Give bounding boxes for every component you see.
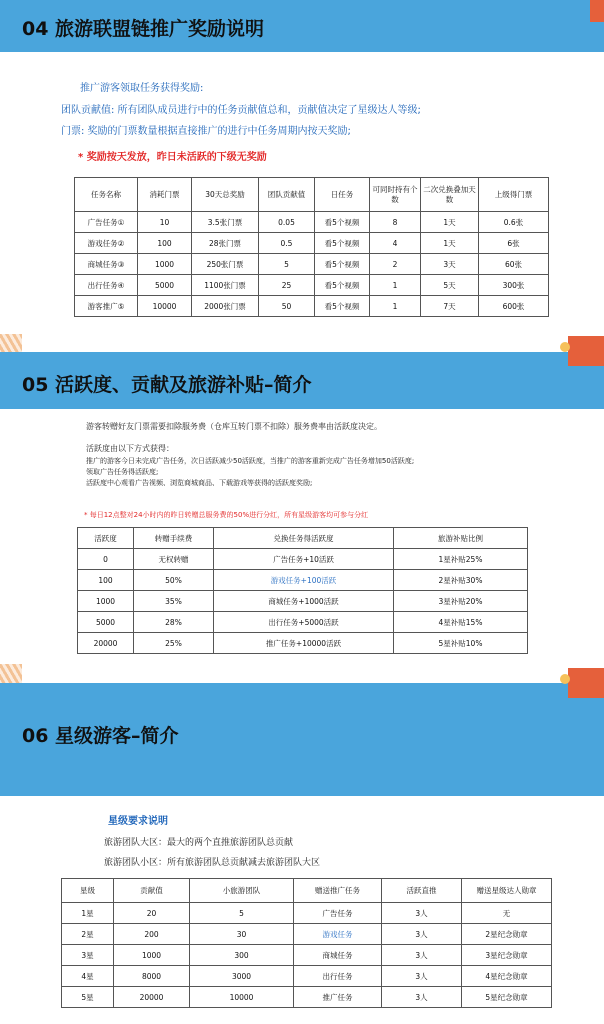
table-cell: 8000 <box>114 966 190 987</box>
table-cell: 5天 <box>421 275 479 296</box>
table-cell: 4星 <box>62 966 114 987</box>
table-cell: 1星补贴25% <box>394 549 528 570</box>
table-cell: 4星补贴15% <box>394 612 528 633</box>
table-cell: 0 <box>78 549 134 570</box>
table-cell: 0.05 <box>259 212 315 233</box>
header-cell: 活跃直推 <box>382 879 462 903</box>
section-05-title: 05 活跃度、贡献及旅游补贴–简介 <box>22 374 312 396</box>
table-cell: 2000张门票 <box>192 296 259 317</box>
table-cell: 3人 <box>382 987 462 1008</box>
header-cell: 消耗门票 <box>138 178 192 212</box>
header-cell: 星级 <box>62 879 114 903</box>
s05-note: * 每日12点整对24小时内的昨日转赠总服务费的50%进行分红，所有星级游客均可参与分红 <box>84 511 369 519</box>
header-cell: 转赠手续费 <box>134 528 214 549</box>
table-cell: 2星 <box>62 924 114 945</box>
s05-activity-heading: 活跃度由以下方式获得： <box>86 444 174 453</box>
header-cell: 赠送星级达人勋章 <box>462 879 552 903</box>
section-04-title: 04 旅游联盟链推广奖励说明 <box>22 18 265 40</box>
table-header-row <box>75 178 549 212</box>
table-cell: 3星 <box>62 945 114 966</box>
table-cell: 3.5张门票 <box>192 212 259 233</box>
table-cell: 看5个视频 <box>315 275 370 296</box>
table-cell: 10 <box>138 212 192 233</box>
s06-subtitle: 星级要求说明 <box>108 816 168 827</box>
table-cell: 5星 <box>62 987 114 1008</box>
s04-ticket-info: 门票: 奖励的门票数量根据直接推广的进行中任务周期内按天奖励; <box>61 126 351 137</box>
table-row <box>78 591 528 612</box>
s05-service-fee: 游客转赠好友门票需要扣除服务费（仓库互转门票不扣除）服务费率由活跃度决定。 <box>86 422 382 431</box>
table-cell: 商城任务 <box>294 945 382 966</box>
table-cell: 200 <box>114 924 190 945</box>
ribbon-decoration <box>590 0 604 22</box>
table-cell: 1000 <box>78 591 134 612</box>
table-cell: 1星 <box>62 903 114 924</box>
table-cell: 游戏任务+100活跃 <box>214 570 394 591</box>
table-cell: 3星纪念勋章 <box>462 945 552 966</box>
table-row <box>75 254 549 275</box>
s06-small-zone: 旅游团队小区：所有旅游团队总贡献减去旅游团队大区 <box>104 858 321 868</box>
table-row <box>62 987 552 1008</box>
table-cell: 5星纪念勋章 <box>462 987 552 1008</box>
s05-activity-rule-1: 推广的游客今日未完成广告任务，次日活跃减少50活跃度，当推广的游客重新完成广告任务增加50活跃度; <box>86 457 415 465</box>
table-cell: 无权转赠 <box>134 549 214 570</box>
ribbon-decoration <box>568 668 604 698</box>
table-cell: 广告任务① <box>75 212 138 233</box>
star-level-table <box>61 878 552 1008</box>
table-cell: 25% <box>134 633 214 654</box>
header-cell: 日任务 <box>315 178 370 212</box>
table-cell: 游客推广⑤ <box>75 296 138 317</box>
table-cell: 50% <box>134 570 214 591</box>
table-cell: 1000 <box>138 254 192 275</box>
section-04-banner <box>0 0 604 52</box>
table-cell: 商城任务③ <box>75 254 138 275</box>
ball-decoration <box>560 342 570 352</box>
table-cell: 60张 <box>479 254 549 275</box>
section-05-banner <box>0 352 604 409</box>
table-cell: 300 <box>190 945 294 966</box>
s04-note: * 奖励按天发放，昨日未活跃的下级无奖励 <box>78 152 267 163</box>
header-cell: 兑换任务得活跃度 <box>214 528 394 549</box>
header-cell: 团队贡献值 <box>259 178 315 212</box>
table-row <box>75 212 549 233</box>
table-cell: 出行任务 <box>294 966 382 987</box>
s05-activity-rule-2: 领取广告任务得活跃度; <box>86 468 159 476</box>
header-cell: 上级得门票 <box>479 178 549 212</box>
table-cell: 出行任务+5000活跃 <box>214 612 394 633</box>
section-06-banner <box>0 683 604 796</box>
table-cell: 广告任务 <box>294 903 382 924</box>
table-row <box>62 903 552 924</box>
table-cell: 无 <box>462 903 552 924</box>
table-row <box>75 275 549 296</box>
table-cell: 28% <box>134 612 214 633</box>
table-cell: 8 <box>370 212 421 233</box>
table-cell: 600张 <box>479 296 549 317</box>
table-cell: 20000 <box>114 987 190 1008</box>
s05-activity-rule-3: 活跃度中心观看广告视频、浏览商城商品、下载游戏等获得的活跃度奖励; <box>86 479 313 487</box>
table-row <box>62 966 552 987</box>
header-cell: 贡献值 <box>114 879 190 903</box>
table-cell: 游戏任务 <box>294 924 382 945</box>
table-cell: 100 <box>78 570 134 591</box>
ribbon-decoration <box>568 336 604 366</box>
table-cell: 看5个视频 <box>315 296 370 317</box>
table-cell: 2星补贴30% <box>394 570 528 591</box>
table-cell: 3人 <box>382 924 462 945</box>
table-cell: 1 <box>370 296 421 317</box>
table-cell: 1100张门票 <box>192 275 259 296</box>
table-cell: 10000 <box>190 987 294 1008</box>
table-cell: 5000 <box>78 612 134 633</box>
table-cell: 3天 <box>421 254 479 275</box>
table-cell: 3000 <box>190 966 294 987</box>
table-cell: 5000 <box>138 275 192 296</box>
table-row <box>78 570 528 591</box>
table-cell: 20000 <box>78 633 134 654</box>
table-cell: 广告任务+10活跃 <box>214 549 394 570</box>
table-row <box>62 945 552 966</box>
table-cell: 看5个视频 <box>315 233 370 254</box>
header-cell: 赠送推广任务 <box>294 879 382 903</box>
table-cell: 0.5 <box>259 233 315 254</box>
table-cell: 游戏任务② <box>75 233 138 254</box>
table-row <box>78 549 528 570</box>
table-cell: 1 <box>370 275 421 296</box>
table-cell: 商城任务+1000活跃 <box>214 591 394 612</box>
table-cell: 7天 <box>421 296 479 317</box>
activity-table <box>77 527 528 654</box>
table-cell: 250张门票 <box>192 254 259 275</box>
table-cell: 1000 <box>114 945 190 966</box>
header-cell: 旅游补贴比例 <box>394 528 528 549</box>
table-cell: 2 <box>370 254 421 275</box>
ball-decoration <box>560 674 570 684</box>
table-cell: 4星纪念勋章 <box>462 966 552 987</box>
table-cell: 100 <box>138 233 192 254</box>
header-cell: 可同时持有个数 <box>370 178 421 212</box>
table-cell: 1天 <box>421 212 479 233</box>
s04-intro: 推广游客领取任务获得奖励: <box>80 83 204 94</box>
table-cell: 看5个视频 <box>315 254 370 275</box>
table-cell: 3人 <box>382 945 462 966</box>
table-header-row <box>62 879 552 903</box>
table-cell: 25 <box>259 275 315 296</box>
s04-team-contribution: 团队贡献值: 所有团队成员进行中的任务贡献值总和，贡献值决定了星级达人等级; <box>61 105 421 116</box>
table-cell: 50 <box>259 296 315 317</box>
table-cell: 0.6张 <box>479 212 549 233</box>
table-cell: 5 <box>259 254 315 275</box>
table-cell: 1天 <box>421 233 479 254</box>
section-06-title: 06 星级游客–简介 <box>22 725 179 747</box>
table-cell: 推广任务+10000活跃 <box>214 633 394 654</box>
table-cell: 看5个视频 <box>315 212 370 233</box>
table-cell: 3人 <box>382 903 462 924</box>
s06-big-zone: 旅游团队大区：最大的两个直推旅游团队总贡献 <box>104 838 294 848</box>
table-cell: 推广任务 <box>294 987 382 1008</box>
table-row <box>78 612 528 633</box>
table-row <box>75 233 549 254</box>
table-cell: 35% <box>134 591 214 612</box>
header-cell: 二次兑换叠加天数 <box>421 178 479 212</box>
table-row <box>75 296 549 317</box>
header-cell: 活跃度 <box>78 528 134 549</box>
header-cell: 小旅游团队 <box>190 879 294 903</box>
table-cell: 5星补贴10% <box>394 633 528 654</box>
table-header-row <box>78 528 528 549</box>
table-row <box>78 633 528 654</box>
table-cell: 30 <box>190 924 294 945</box>
table-cell: 10000 <box>138 296 192 317</box>
table-cell: 3星补贴20% <box>394 591 528 612</box>
table-cell: 300张 <box>479 275 549 296</box>
header-cell: 30天总奖励 <box>192 178 259 212</box>
header-cell: 任务名称 <box>75 178 138 212</box>
table-cell: 2星纪念勋章 <box>462 924 552 945</box>
table-cell: 出行任务④ <box>75 275 138 296</box>
table-cell: 28张门票 <box>192 233 259 254</box>
table-cell: 20 <box>114 903 190 924</box>
table-cell: 6张 <box>479 233 549 254</box>
table-row <box>62 924 552 945</box>
table-cell: 5 <box>190 903 294 924</box>
table-cell: 3人 <box>382 966 462 987</box>
table-cell: 4 <box>370 233 421 254</box>
task-reward-table <box>74 177 549 317</box>
